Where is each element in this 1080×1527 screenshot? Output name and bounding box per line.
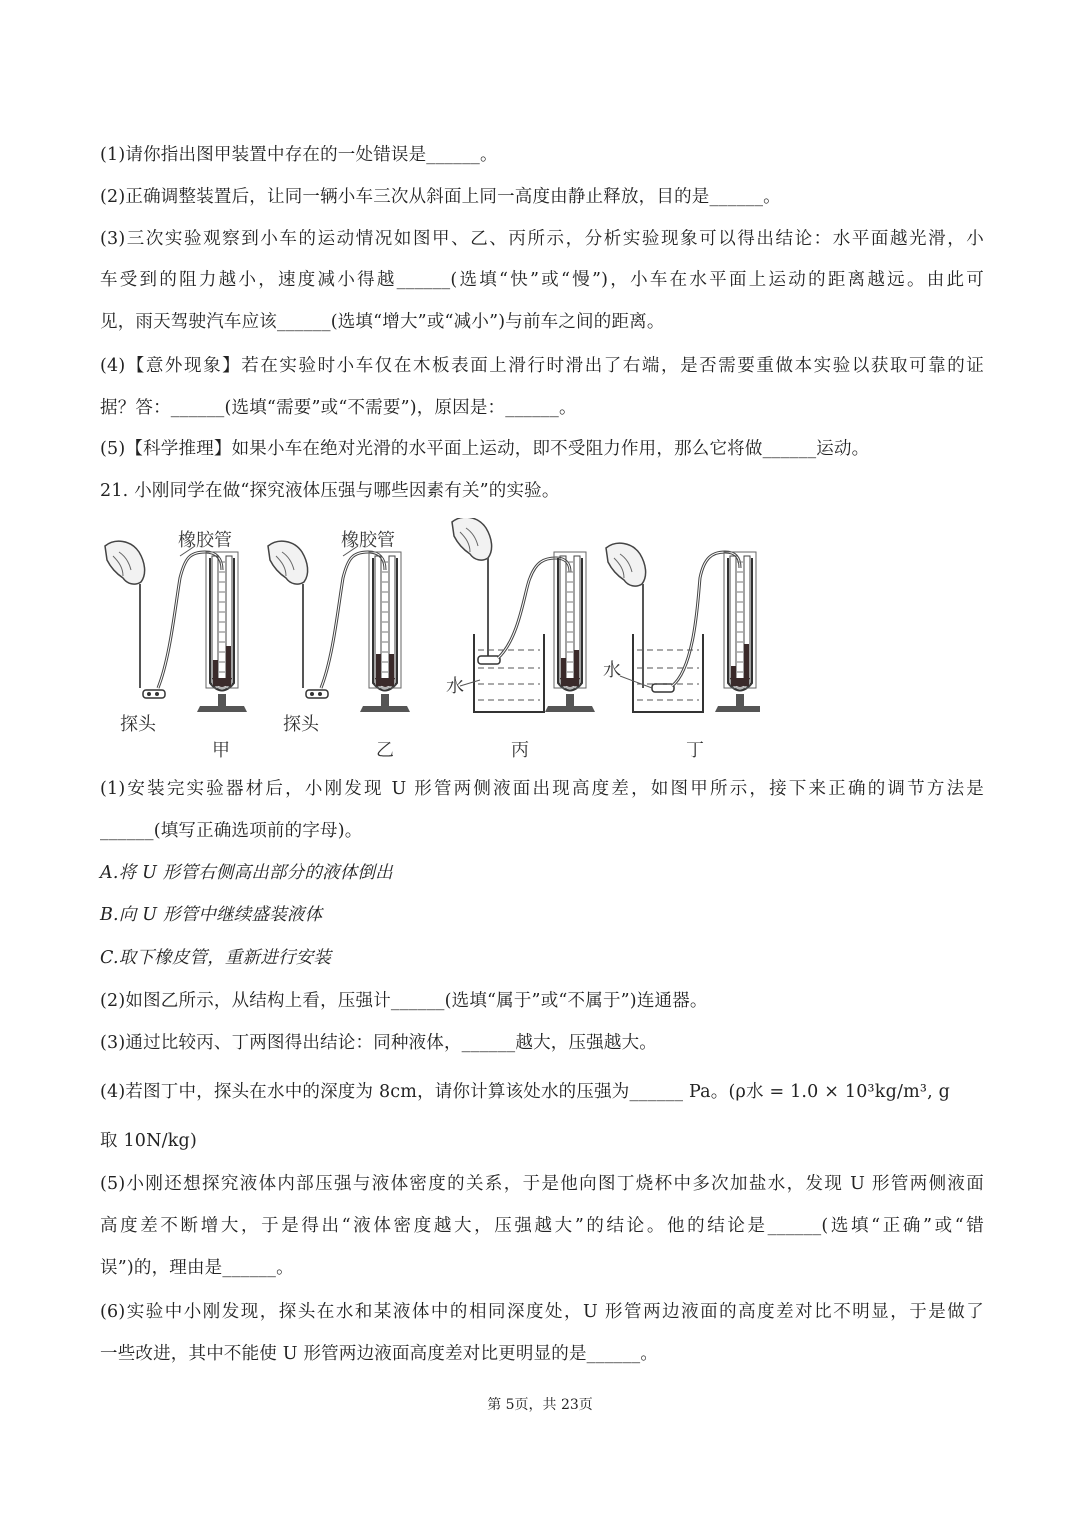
panel-jia	[105, 530, 247, 761]
hand-icon	[606, 543, 646, 586]
q20-part3-line2: 车受到的阻力越小，速度减小得越______(选填“快”或“慢”)，小车在水平面上运动的距离越远。由此可	[100, 270, 984, 290]
q21-title: 21. 小刚同学在做“探究液体压强与哪些因素有关”的实验。	[100, 481, 560, 501]
q20-part3-line3: 见，雨天驾驶汽车应该______(选填“增大”或“减小”)与前车之间的距离。	[100, 312, 665, 332]
caption-bing: 丙	[511, 740, 529, 761]
q21-part1-line2: ______(填写正确选项前的字母)。	[100, 821, 363, 841]
q21-part4-line2: 取 10N/kg)	[100, 1131, 197, 1151]
q21-part1-line1: (1)安装完实验器材后，小刚发现 U 形管两侧液面出现高度差，如图甲所示，接下来正确的调节方法是	[100, 779, 984, 799]
panel-yi	[268, 530, 410, 761]
q21-option-b: B.向 U 形管中继续盛装液体	[100, 905, 323, 925]
q21-part3: (3)通过比较丙、丁两图得出结论：同种液体，______越大，压强越大。	[100, 1033, 657, 1053]
q21-part5-line2: 高度差不断增大，于是得出“液体密度越大，压强越大”的结论。他的结论是______(选填“正确”或“错	[100, 1216, 984, 1236]
hand-icon	[452, 518, 492, 560]
q21-part5-line3: 误”)的，理由是______。	[100, 1258, 294, 1278]
q20-part5: (5)【科学推理】如果小车在绝对光滑的水平面上运动，即不受阻力作用，那么它将做______运动。	[100, 439, 870, 459]
label-probe-2: 探头	[283, 714, 319, 735]
hand-icon	[268, 541, 308, 584]
q21-option-c: C.取下橡皮管，重新进行安装	[100, 948, 332, 968]
page-footer: 第 5页，共 23页	[487, 1397, 593, 1413]
q21-part5-line1: (5)小刚还想探究液体内部压强与液体密度的关系，于是他向图丁烧杯中多次加盐水，发现 U 形管两侧液面	[100, 1174, 984, 1194]
q20-part4-line2: 据？答：______(选填“需要”或“不需要”)，原因是：______。	[100, 398, 577, 418]
figure-svg	[100, 518, 760, 763]
q20-part4-line1: (4)【意外现象】若在实验时小车仅在木板表面上滑行时滑出了右端，是否需要重做本实验以获取可靠的证	[100, 356, 984, 376]
label-water-1: 水	[446, 676, 464, 697]
label-probe-1: 探头	[120, 714, 156, 735]
panel-bing	[446, 518, 595, 761]
caption-jia: 甲	[212, 740, 230, 761]
pressure-gauge-figure	[100, 518, 760, 763]
q21-part6-line1: (6)实验中小刚发现，探头在水和某液体中的相同深度处，U 形管两边液面的高度差对比不明显，于是做了	[100, 1302, 984, 1322]
caption-yi: 乙	[376, 740, 394, 761]
label-water-2: 水	[603, 660, 621, 681]
q20-part2: (2)正确调整装置后，让同一辆小车三次从斜面上同一高度由静止释放，目的是______。	[100, 187, 781, 207]
q21-part4-line1: (4)若图丁中，探头在水中的深度为 8cm，请你计算该处水的压强为______ Pa。(ρ水 = 1.0 × 10³kg/m³, g	[100, 1082, 951, 1102]
label-rubber-tube-2: 橡胶管	[341, 530, 395, 551]
q20-part1: (1)请你指出图甲装置中存在的一处错误是______。	[100, 145, 498, 165]
hand-icon	[105, 541, 145, 584]
label-rubber-tube-1: 橡胶管	[178, 530, 232, 551]
q21-part6-line2: 一些改进，其中不能使 U 形管两边液面高度差对比更明显的是______。	[100, 1344, 659, 1364]
caption-ding: 丁	[686, 740, 704, 761]
q21-option-a: A.将 U 形管右侧高出部分的液体倒出	[100, 863, 393, 883]
q21-part2: (2)如图乙所示，从结构上看，压强计______(选填“属于”或“不属于”)连通器。	[100, 991, 708, 1011]
q20-part3-line1: (3)三次实验观察到小车的运动情况如图甲、乙、丙所示，分析实验现象可以得出结论：水平面越光滑，小	[100, 229, 984, 249]
panel-ding	[603, 543, 760, 761]
